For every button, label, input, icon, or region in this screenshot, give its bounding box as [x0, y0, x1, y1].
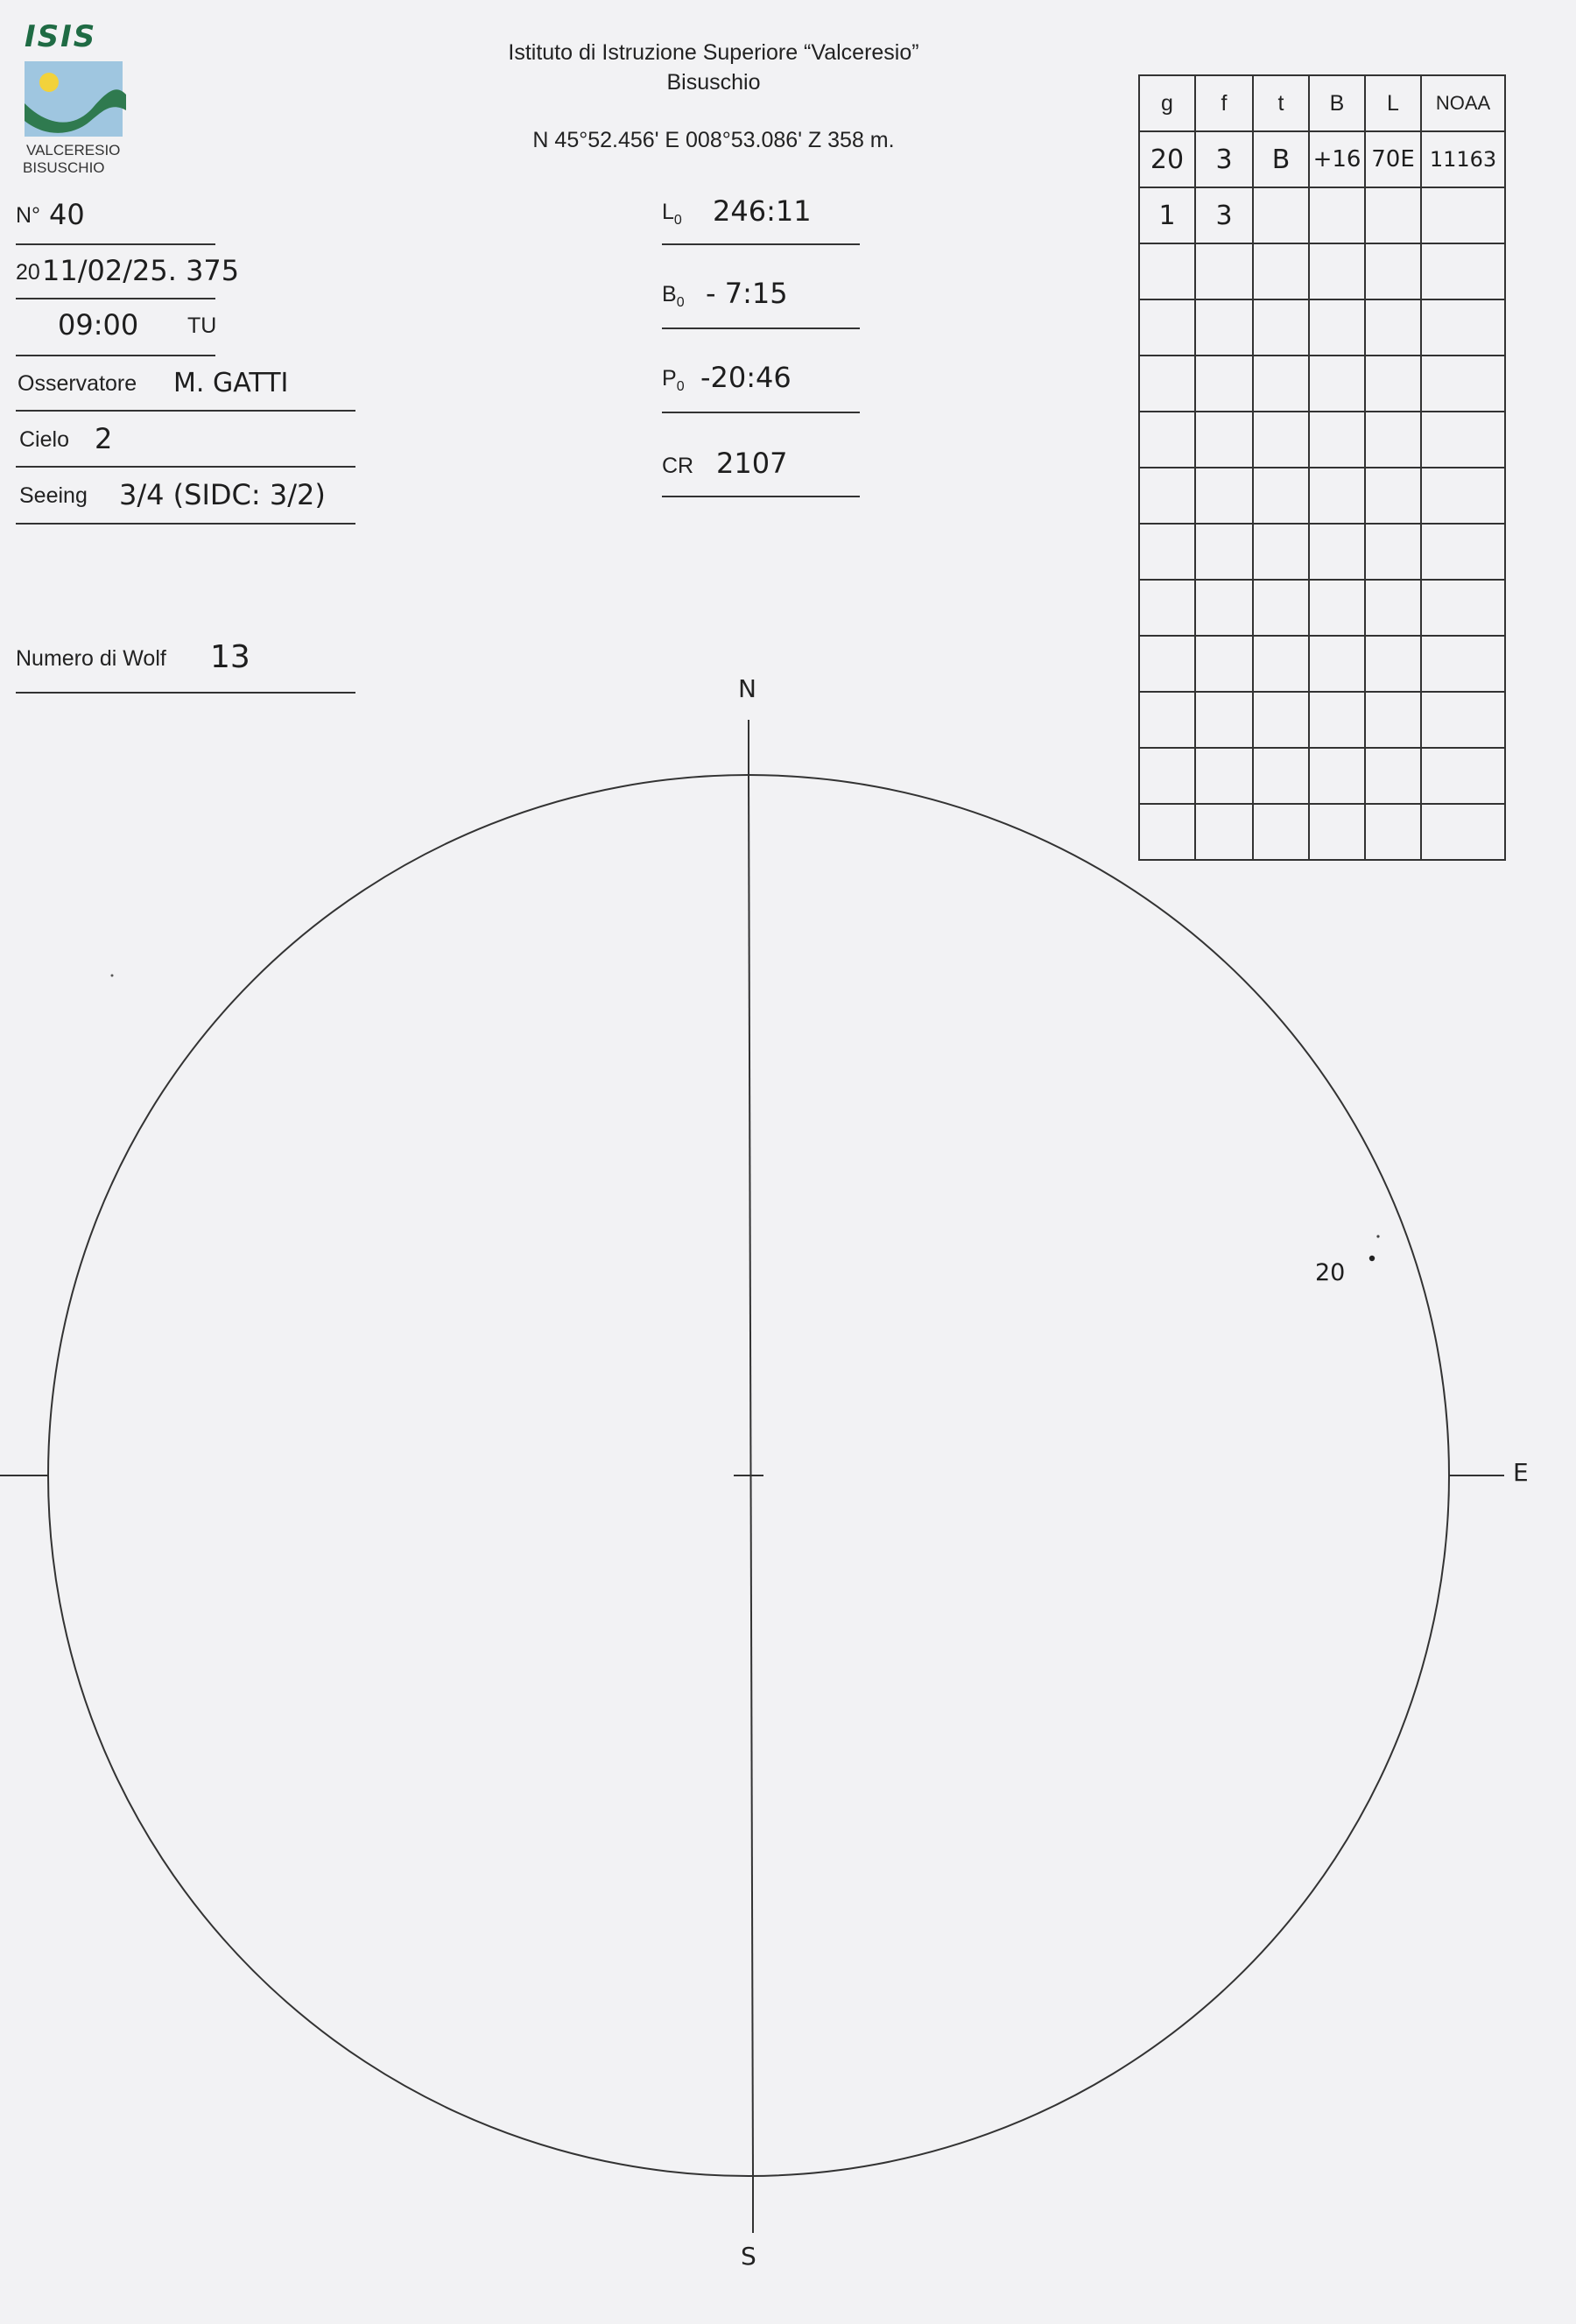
south-label: S: [741, 2242, 756, 2271]
table-cell-b: [1309, 524, 1365, 580]
col-header-t: t: [1253, 75, 1309, 131]
col-header-f: f: [1195, 75, 1253, 131]
table-row: [1139, 524, 1505, 580]
time-underline: [16, 355, 215, 356]
table-cell-noaa: [1421, 524, 1505, 580]
l0-subscript: 0: [673, 213, 682, 228]
table-cell-l: 70E: [1365, 131, 1421, 187]
table-cell-f: [1195, 412, 1253, 468]
table-cell-noaa: [1421, 356, 1505, 412]
l0-value: 246:11: [713, 194, 812, 228]
table-cell-f: [1195, 356, 1253, 412]
table-cell-g: [1139, 412, 1195, 468]
table-row: [1139, 580, 1505, 636]
p0-label: [662, 366, 685, 395]
sunspot-marker: [1369, 1256, 1375, 1261]
cr-underline: [662, 496, 860, 497]
table-cell-l: [1365, 356, 1421, 412]
table-cell-t: [1253, 243, 1309, 299]
table-row: [1139, 468, 1505, 524]
table-cell-l: [1365, 243, 1421, 299]
col-header-b: B: [1309, 75, 1365, 131]
table-cell-b: [1309, 243, 1365, 299]
table-cell-g: [1139, 524, 1195, 580]
cr-label: CR: [662, 454, 694, 478]
table-cell-f: [1195, 243, 1253, 299]
l0-label: [662, 200, 682, 229]
table-cell-b: [1309, 580, 1365, 636]
date-underline: [16, 298, 215, 299]
table-cell-b: [1309, 187, 1365, 243]
table-cell-noaa: [1421, 187, 1505, 243]
school-logo: [18, 19, 131, 176]
north-label: N: [738, 674, 756, 703]
table-cell-f: 3: [1195, 131, 1253, 187]
table-cell-l: [1365, 468, 1421, 524]
institute-town: Bisuschio: [666, 70, 761, 95]
table-cell-b: [1309, 299, 1365, 356]
institute-name: Istituto di Istruzione Superiore “Valceresio”: [508, 40, 919, 65]
table-cell-g: 20: [1139, 131, 1195, 187]
table-cell-l: [1365, 187, 1421, 243]
time-unit: TU: [187, 313, 217, 338]
number-underline: [16, 243, 215, 245]
table-cell-b: [1309, 468, 1365, 524]
table-row: [1139, 356, 1505, 412]
table-cell-t: B: [1253, 131, 1309, 187]
seeing-label: Seeing: [19, 483, 88, 508]
l0-letter: L: [662, 200, 674, 224]
table-cell-t: [1253, 356, 1309, 412]
wolf-number-value: 13: [210, 639, 250, 675]
table-cell-l: [1365, 412, 1421, 468]
sunspot-marker-small: [1376, 1235, 1379, 1237]
table-cell-l: [1365, 524, 1421, 580]
p0-underline: [662, 412, 860, 413]
seeing-value: 3/4 (SIDC: 3/2): [119, 478, 326, 511]
table-cell-b: +16: [1309, 131, 1365, 187]
logo-mark-text: ISIS: [25, 19, 97, 54]
logo-wave-icon: [23, 60, 126, 140]
b0-underline: [662, 327, 860, 329]
table-cell-g: [1139, 356, 1195, 412]
sky-value: 2: [95, 422, 113, 455]
logo-line-2: BISUSCHIO: [23, 159, 105, 176]
sky-label: Cielo: [19, 427, 69, 452]
seeing-underline: [16, 523, 355, 525]
table-cell-t: [1253, 524, 1309, 580]
number-value: 40: [49, 198, 85, 231]
table-cell-g: [1139, 468, 1195, 524]
b0-letter: B: [662, 282, 677, 306]
date-value: 11/02/25. 375: [42, 254, 240, 287]
p0-letter: P: [662, 366, 677, 391]
table-cell-f: [1195, 468, 1253, 524]
table-cell-t: [1253, 187, 1309, 243]
table-cell-b: [1309, 412, 1365, 468]
table-cell-noaa: [1421, 468, 1505, 524]
table-cell-t: [1253, 468, 1309, 524]
table-cell-noaa: [1421, 580, 1505, 636]
b0-label: [662, 282, 685, 311]
table-cell-g: [1139, 299, 1195, 356]
table-cell-noaa: [1421, 243, 1505, 299]
b0-value: - 7:15: [706, 277, 788, 310]
table-header-row: [1139, 75, 1505, 131]
col-header-g: g: [1139, 75, 1195, 131]
table-cell-noaa: [1421, 299, 1505, 356]
table-cell-t: [1253, 412, 1309, 468]
p0-subscript: 0: [676, 379, 685, 394]
number-label: N°: [16, 203, 41, 228]
table-cell-noaa: 11163: [1421, 131, 1505, 187]
table-cell-noaa: [1421, 412, 1505, 468]
observer-underline: [16, 410, 355, 412]
table-cell-l: [1365, 299, 1421, 356]
observer-label: Osservatore: [18, 371, 137, 396]
table-cell-g: [1139, 243, 1195, 299]
east-label: E: [1513, 1458, 1529, 1487]
b0-subscript: 0: [676, 295, 685, 310]
table-row: [1139, 412, 1505, 468]
table-cell-g: 1: [1139, 187, 1195, 243]
table-cell-g: [1139, 580, 1195, 636]
observer-value: M. GATTI: [173, 368, 289, 398]
paper-speck: [111, 975, 114, 977]
table-row: [1139, 243, 1505, 299]
cr-value: 2107: [716, 447, 788, 480]
date-prefix: 20: [16, 260, 40, 285]
table-row: [1139, 299, 1505, 356]
table-cell-t: [1253, 580, 1309, 636]
time-value: 09:00: [58, 308, 139, 342]
table-cell-f: [1195, 580, 1253, 636]
table-cell-t: [1253, 299, 1309, 356]
col-header-noaa: NOAA: [1421, 75, 1505, 131]
table-row: [1139, 187, 1505, 243]
observatory-coordinates: N 45°52.456' E 008°53.086' Z 358 m.: [532, 128, 895, 152]
table-cell-l: [1365, 580, 1421, 636]
table-cell-f: [1195, 299, 1253, 356]
sky-underline: [16, 466, 355, 468]
table-cell-b: [1309, 356, 1365, 412]
table-cell-f: [1195, 524, 1253, 580]
table-row: [1139, 131, 1505, 187]
table-cell-f: 3: [1195, 187, 1253, 243]
wolf-number-label: Numero di Wolf: [16, 646, 166, 671]
sunspot-group-label: 20: [1315, 1259, 1346, 1286]
col-header-l: L: [1365, 75, 1421, 131]
p0-value: -20:46: [700, 361, 792, 394]
logo-line-1: VALCERESIO: [26, 142, 121, 158]
solar-disc-drawing: [0, 666, 1576, 2324]
l0-underline: [662, 243, 860, 245]
